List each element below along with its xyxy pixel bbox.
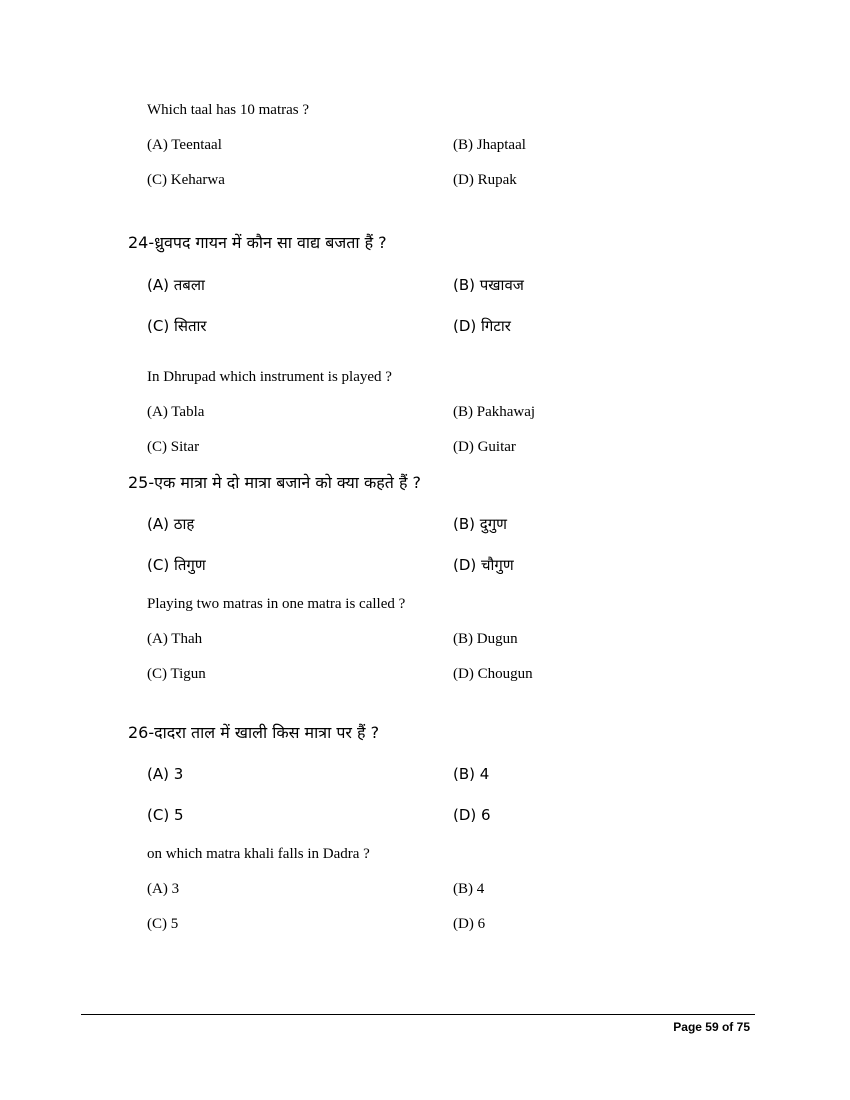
option-b: (B) Dugun bbox=[453, 631, 518, 647]
option-a: (A) ठाह bbox=[147, 515, 195, 533]
option-b: (B) Jhaptaal bbox=[453, 137, 526, 153]
option-c: (C) 5 bbox=[147, 806, 184, 824]
option-c: (C) Tigun bbox=[147, 666, 206, 682]
option-d: (D) 6 bbox=[453, 916, 486, 932]
option-a: (A) 3 bbox=[147, 881, 180, 897]
page-number: Page 59 of 75 bbox=[673, 1020, 750, 1034]
option-a: (A) 3 bbox=[147, 765, 184, 783]
question-text: on which matra khali falls in Dadra ? bbox=[147, 846, 370, 862]
option-c: (C) Keharwa bbox=[147, 172, 225, 188]
option-b: (B) Pakhawaj bbox=[453, 404, 536, 420]
option-d: (D) गिटार bbox=[453, 317, 511, 335]
option-a: (A) तबला bbox=[147, 276, 205, 294]
question-text: Playing two matras in one matra is called ? bbox=[147, 596, 406, 612]
option-a: (A) Thah bbox=[147, 631, 203, 647]
option-b: (B) 4 bbox=[453, 881, 485, 897]
option-a: (A) Tabla bbox=[147, 404, 205, 420]
question-text: Which taal has 10 matras ? bbox=[147, 102, 310, 118]
option-d: (D) 6 bbox=[453, 806, 491, 824]
option-c: (C) 5 bbox=[147, 916, 179, 932]
option-b: (B) 4 bbox=[453, 765, 490, 783]
option-d: (D) Rupak bbox=[453, 172, 517, 188]
option-c: (C) सितार bbox=[147, 317, 207, 335]
footer-divider bbox=[81, 1014, 755, 1015]
question-text: 24-ध्रुवपद गायन में कौन सा वाद्य बजता हैं ? bbox=[128, 233, 387, 252]
question-text: 26-दादरा ताल में खाली किस मात्रा पर हैं ? bbox=[128, 723, 380, 742]
question-text: In Dhrupad which instrument is played ? bbox=[147, 369, 392, 385]
option-a: (A) Teentaal bbox=[147, 137, 222, 153]
option-d: (D) चौगुण bbox=[453, 556, 514, 574]
option-d: (D) Chougun bbox=[453, 666, 533, 682]
option-b: (B) दुगुण bbox=[453, 515, 508, 533]
question-text: 25-एक मात्रा मे दो मात्रा बजाने को क्या कहते हैं ? bbox=[128, 473, 422, 492]
option-d: (D) Guitar bbox=[453, 439, 516, 455]
option-c: (C) तिगुण bbox=[147, 556, 206, 574]
option-c: (C) Sitar bbox=[147, 439, 200, 455]
option-b: (B) पखावज bbox=[453, 276, 524, 294]
